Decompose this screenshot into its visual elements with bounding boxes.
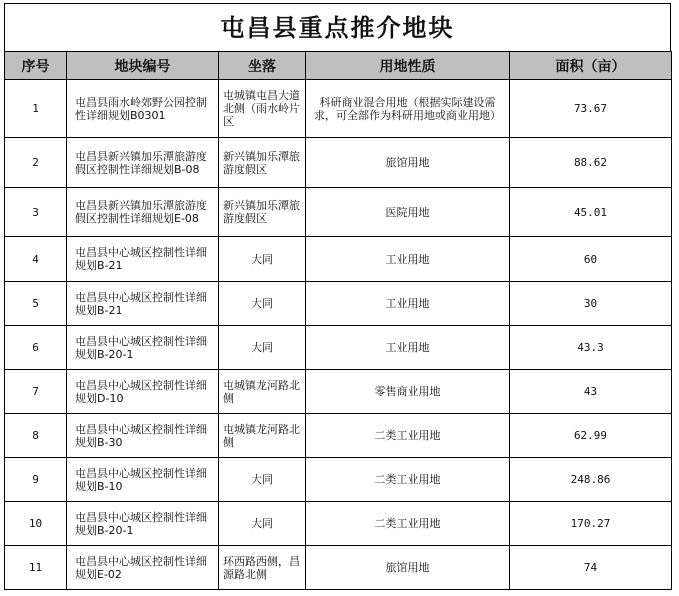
row-area: 30 (510, 282, 672, 326)
row-no: 8 (5, 414, 67, 458)
row-location: 新兴镇加乐潭旅游度假区 (219, 188, 306, 237)
row-location: 大同 (219, 502, 306, 546)
row-plot: 屯昌县中心城区控制性详细规划B-10 (67, 458, 219, 502)
header-use: 用地性质 (306, 52, 510, 80)
row-location: 大同 (219, 282, 306, 326)
table-row (5, 502, 672, 546)
row-use: 旅馆用地 (306, 546, 510, 590)
table-row (5, 138, 672, 188)
row-use: 工业用地 (306, 326, 510, 370)
table-row (5, 188, 672, 237)
table-row (5, 80, 672, 138)
row-location: 大同 (219, 458, 306, 502)
row-no: 4 (5, 237, 67, 282)
row-no: 3 (5, 188, 67, 237)
row-location: 屯城镇屯昌大道北侧（雨水岭片区 (219, 80, 306, 138)
table-row (5, 326, 672, 370)
header-no: 序号 (5, 52, 67, 80)
row-no: 2 (5, 138, 67, 188)
row-location: 屯城镇龙河路北侧 (219, 370, 306, 414)
row-area: 88.62 (510, 138, 672, 188)
row-area: 62.99 (510, 414, 672, 458)
row-use: 零售商业用地 (306, 370, 510, 414)
row-no: 1 (5, 80, 67, 138)
header-plot: 地块编号 (67, 52, 219, 80)
row-area: 248.86 (510, 458, 672, 502)
row-location: 新兴镇加乐潭旅游度假区 (219, 138, 306, 188)
row-location: 屯城镇龙河路北侧 (219, 414, 306, 458)
row-plot: 屯昌县中心城区控制性详细规划B-20-1 (67, 502, 219, 546)
row-plot: 屯昌县中心城区控制性详细规划D-10 (67, 370, 219, 414)
row-plot: 屯昌县雨水岭郊野公园控制性详细规划B0301 (67, 80, 219, 138)
row-area: 170.27 (510, 502, 672, 546)
row-location: 大同 (219, 237, 306, 282)
row-use: 二类工业用地 (306, 458, 510, 502)
row-area: 43.3 (510, 326, 672, 370)
row-location: 环西路西侧，昌源路北侧 (219, 546, 306, 590)
row-plot: 屯昌县中心城区控制性详细规划B-21 (67, 237, 219, 282)
table-title: 屯昌县重点推介地块 (4, 3, 671, 51)
row-plot: 屯昌县新兴镇加乐潭旅游度假区控制性详细规划E-08 (67, 188, 219, 237)
row-no: 7 (5, 370, 67, 414)
table-row (5, 282, 672, 326)
row-use: 医院用地 (306, 188, 510, 237)
row-no: 11 (5, 546, 67, 590)
row-no: 10 (5, 502, 67, 546)
plot-table (4, 51, 672, 590)
row-plot: 屯昌县新兴镇加乐潭旅游度假区控制性详细规划B-08 (67, 138, 219, 188)
row-no: 5 (5, 282, 67, 326)
table-row (5, 546, 672, 590)
row-plot: 屯昌县中心城区控制性详细规划B-20-1 (67, 326, 219, 370)
row-area: 45.01 (510, 188, 672, 237)
row-use: 工业用地 (306, 237, 510, 282)
row-area: 74 (510, 546, 672, 590)
row-no: 6 (5, 326, 67, 370)
row-no: 9 (5, 458, 67, 502)
row-plot: 屯昌县中心城区控制性详细规划B-21 (67, 282, 219, 326)
row-use: 旅馆用地 (306, 138, 510, 188)
header-area: 面积（亩） (510, 52, 672, 80)
row-plot: 屯昌县中心城区控制性详细规划B-30 (67, 414, 219, 458)
header-location: 坐落 (219, 52, 306, 80)
row-use: 工业用地 (306, 282, 510, 326)
row-plot: 屯昌县中心城区控制性详细规划E-02 (67, 546, 219, 590)
row-use: 二类工业用地 (306, 502, 510, 546)
table-row (5, 237, 672, 282)
row-location: 大同 (219, 326, 306, 370)
table-header-row (5, 52, 672, 80)
row-use: 二类工业用地 (306, 414, 510, 458)
row-use: 科研商业混合用地（根据实际建设需求，可全部作为科研用地或商业用地） (306, 80, 510, 138)
table-row (5, 458, 672, 502)
plot-table-sheet (4, 3, 671, 593)
table-row (5, 370, 672, 414)
table-row (5, 414, 672, 458)
row-area: 43 (510, 370, 672, 414)
row-area: 73.67 (510, 80, 672, 138)
row-area: 60 (510, 237, 672, 282)
